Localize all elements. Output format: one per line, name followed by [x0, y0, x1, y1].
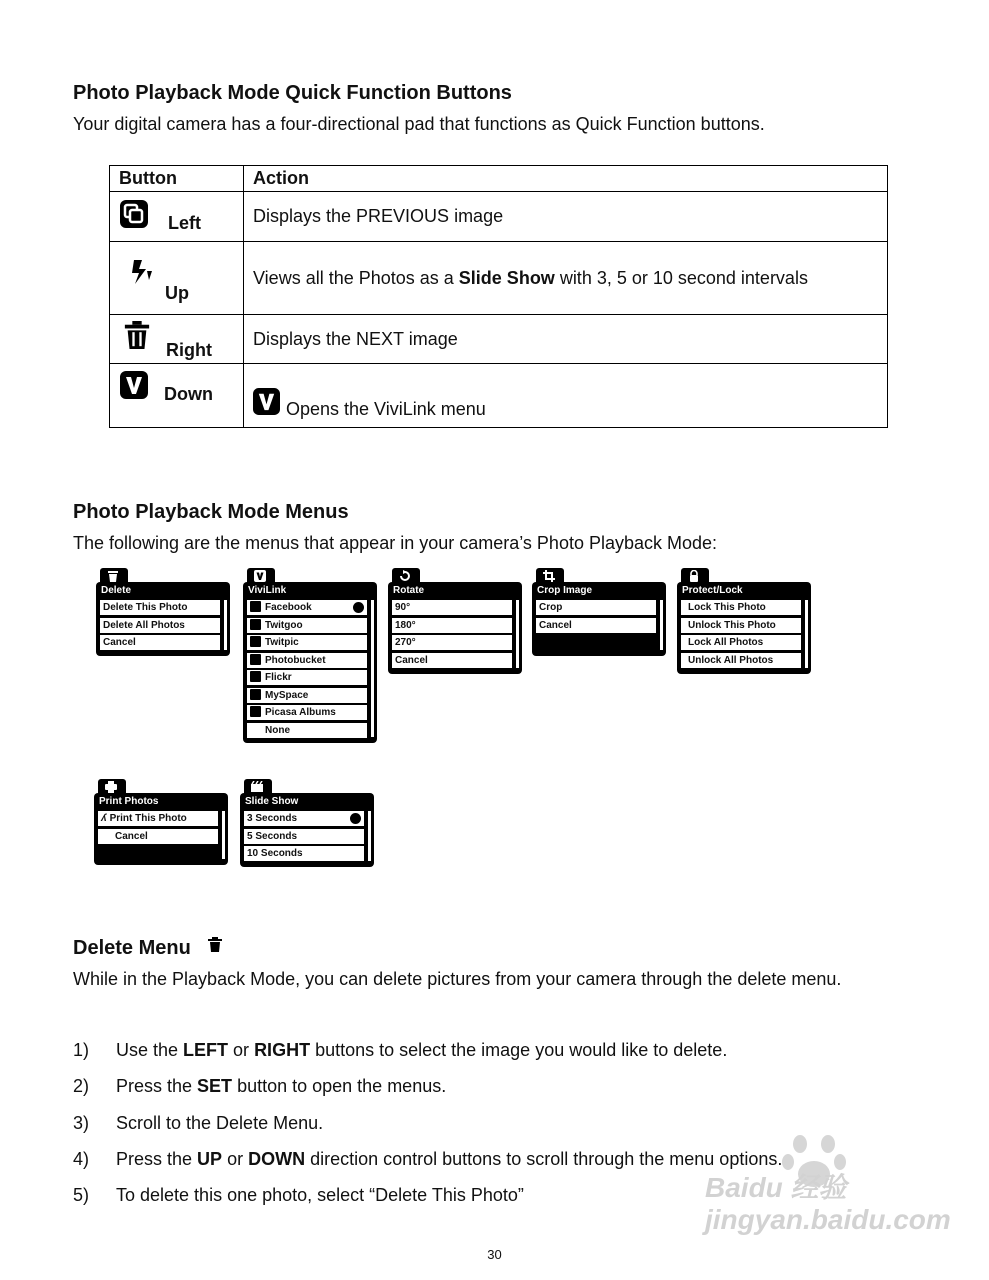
menu-item[interactable]: Delete This Photo: [100, 600, 220, 615]
section-title-quick-function: Photo Playback Mode Quick Function Buttons: [73, 82, 512, 104]
menu-item-label: Flickr: [265, 672, 292, 683]
step-text: button to open the menus.: [232, 1076, 447, 1097]
vivilink-icon: [120, 371, 148, 399]
quick-function-table: [109, 165, 888, 428]
menu-scrollbar[interactable]: [516, 600, 519, 668]
button-label-right: Right: [166, 340, 212, 360]
flickr-icon: [250, 671, 261, 682]
trash-icon: [123, 321, 151, 349]
menu-item[interactable]: Crop: [536, 600, 656, 615]
menu-title: Protect/Lock: [682, 585, 743, 596]
step-number: 3): [73, 1112, 90, 1133]
flash-icon: [130, 258, 158, 286]
menu-item[interactable]: Lock This Photo: [681, 600, 801, 615]
table-row: [110, 315, 888, 364]
menu-item[interactable]: 10 Seconds: [244, 846, 364, 861]
menu-scrollbar[interactable]: [368, 811, 371, 861]
step-text-bold: DOWN: [248, 1148, 306, 1169]
menu-item-label: MySpace: [265, 689, 309, 701]
print-menu: [94, 793, 228, 865]
step-number: 2): [73, 1076, 90, 1097]
watermark-text: Baidu 经验 jingyan.baidu.com: [705, 1172, 951, 1235]
button-cell-left: [110, 192, 244, 242]
step-number: 5): [73, 1185, 90, 1206]
check-icon: [350, 813, 361, 824]
menu-title: Rotate: [393, 585, 425, 596]
action-cell: Displays the NEXT image: [244, 315, 888, 364]
button-label-down: Down: [164, 384, 213, 404]
step-number: 1): [73, 1040, 90, 1060]
menu-item[interactable]: 180°: [392, 618, 512, 633]
delete-menu-title-text: Delete Menu: [73, 937, 191, 959]
menu-tab: [536, 568, 564, 584]
menu-item[interactable]: [244, 811, 364, 826]
menu-item-label: Picasa Albums: [265, 707, 336, 718]
step-text: Use the: [116, 1040, 184, 1060]
list-item: [73, 1076, 782, 1112]
table-row: [110, 364, 888, 428]
action-text: Opens the ViviLink menu: [286, 398, 486, 419]
section-intro-delete-menu: While in the Playback Mode, you can delete pictures from your camera through the delete menu.: [73, 969, 842, 989]
previous-image-icon: [120, 200, 148, 228]
step-text: Press the: [116, 1148, 198, 1169]
menu-item[interactable]: Delete All Photos: [100, 618, 220, 633]
slideshow-icon: [251, 781, 263, 793]
crop-menu: [532, 582, 666, 656]
step-text: To delete this one photo, select “Delete This Photo”: [116, 1185, 524, 1206]
menu-tab: [247, 568, 275, 584]
menu-item[interactable]: Unlock All Photos: [681, 653, 801, 668]
menu-item[interactable]: Cancel: [98, 829, 218, 844]
step-text-bold: RIGHT: [254, 1040, 311, 1060]
twitpic-icon: [250, 636, 261, 647]
step-text-bold: UP: [197, 1148, 223, 1169]
table-header-row: [110, 166, 888, 192]
table-header-button: Button: [110, 166, 244, 192]
menu-tab: [681, 568, 709, 584]
menu-item-label: Photobucket: [265, 654, 326, 666]
step-text: Press the: [116, 1076, 198, 1097]
menu-item[interactable]: [247, 600, 367, 615]
button-label-up: Up: [165, 283, 189, 303]
menu-scrollbar[interactable]: [805, 600, 808, 668]
step-text-bold: SET: [197, 1076, 233, 1097]
menu-tab: [244, 779, 272, 795]
crop-icon: [543, 570, 555, 582]
list-item: [73, 1185, 782, 1221]
section-title-menus: Photo Playback Mode Menus: [73, 501, 349, 523]
printer-icon: [105, 781, 117, 793]
table-row: [110, 242, 888, 315]
action-cell: [244, 364, 888, 428]
step-text: or: [222, 1148, 249, 1169]
lock-icon: [688, 570, 700, 582]
step-text: buttons to select the image you would like to delete.: [310, 1040, 728, 1060]
menu-item[interactable]: [247, 653, 367, 668]
vivilink-menu: [243, 582, 377, 743]
table-row: [110, 192, 888, 242]
step-text: or: [228, 1040, 255, 1060]
menu-item[interactable]: Cancel: [536, 618, 656, 633]
button-cell-down: [110, 364, 244, 428]
menu-tab: [100, 568, 128, 584]
menu-title: ViviLink: [248, 585, 287, 596]
trash-icon: [208, 937, 222, 952]
menu-item[interactable]: [247, 705, 367, 720]
step-text: direction control buttons to scroll through the menu options.: [305, 1148, 783, 1169]
menu-item-label: 3 Seconds: [247, 813, 298, 824]
menu-item[interactable]: [98, 811, 218, 826]
menu-item[interactable]: Cancel: [100, 635, 220, 650]
protect-menu: [677, 582, 811, 674]
menu-item[interactable]: Unlock This Photo: [681, 618, 801, 633]
picasa-icon: [250, 706, 261, 717]
menu-item[interactable]: 270°: [392, 635, 512, 650]
page-number: 30: [487, 1247, 502, 1262]
menu-item[interactable]: [247, 670, 367, 685]
menu-item[interactable]: [247, 635, 367, 650]
facebook-icon: [250, 601, 261, 612]
vivilink-icon: [254, 570, 266, 582]
action-cell: Displays the PREVIOUS image: [244, 192, 888, 242]
menu-title: Delete: [101, 585, 132, 596]
menu-scrollbar[interactable]: [371, 600, 374, 737]
rotate-menu: [388, 582, 522, 674]
baidu-watermark: [700, 1130, 951, 1240]
slideshow-menu: [240, 793, 374, 867]
menu-item-label: Print This Photo: [109, 813, 187, 824]
menu-item[interactable]: [247, 688, 367, 703]
menu-item-label: Twitpic: [265, 637, 299, 648]
vivilink-icon: [253, 388, 280, 415]
print-icon: ʎ: [101, 813, 107, 824]
menu-scrollbar[interactable]: [222, 811, 225, 859]
menu-title: Print Photos: [99, 796, 159, 807]
menu-tab: [392, 568, 420, 584]
menu-item-label: Facebook: [265, 602, 312, 613]
trash-icon: [107, 570, 119, 582]
menu-item[interactable]: [247, 618, 367, 633]
list-item: [73, 1040, 782, 1076]
menu-scrollbar[interactable]: [224, 600, 227, 650]
rotate-icon: [399, 570, 411, 582]
check-icon: [353, 602, 364, 613]
menu-item[interactable]: None: [247, 723, 367, 738]
delete-menu: [96, 582, 230, 656]
step-text: Scroll to the Delete Menu.: [116, 1112, 324, 1133]
twitgoo-icon: [250, 619, 261, 630]
menu-title: Slide Show: [245, 796, 299, 807]
button-label-left: Left: [168, 213, 201, 233]
action-cell: [244, 242, 888, 315]
action-text: with 3, 5 or 10 second intervals: [554, 267, 808, 288]
menu-item-label: Twitgoo: [265, 619, 303, 631]
action-text-bold: Slide Show: [458, 267, 555, 288]
menu-item[interactable]: Cancel: [392, 653, 512, 668]
menu-scrollbar[interactable]: [660, 600, 663, 650]
myspace-icon: [250, 689, 261, 700]
section-intro-menus: The following are the menus that appear in your camera’s Photo Playback Mode:: [73, 533, 718, 553]
menu-item[interactable]: 90°: [392, 600, 512, 615]
menu-item[interactable]: Lock All Photos: [681, 635, 801, 650]
step-text-bold: LEFT: [183, 1040, 229, 1060]
list-item: [73, 1113, 782, 1149]
button-cell-up: [110, 242, 244, 315]
delete-steps-list: [73, 1040, 782, 1221]
menu-title: Crop Image: [537, 585, 593, 596]
section-title-delete-menu: [73, 937, 222, 960]
section-intro-quick-function: Your digital camera has a four-directional pad that functions as Quick Function buttons.: [73, 114, 765, 134]
table-header-action: Action: [244, 166, 888, 192]
menu-tab: [98, 779, 126, 795]
step-number: 4): [73, 1148, 90, 1169]
button-cell-right: [110, 315, 244, 364]
menu-item[interactable]: 5 Seconds: [244, 829, 364, 844]
action-text: Views all the Photos as a: [253, 267, 459, 288]
menu-item-empty: [98, 846, 218, 861]
list-item: [73, 1149, 782, 1185]
photobucket-icon: [250, 654, 261, 665]
